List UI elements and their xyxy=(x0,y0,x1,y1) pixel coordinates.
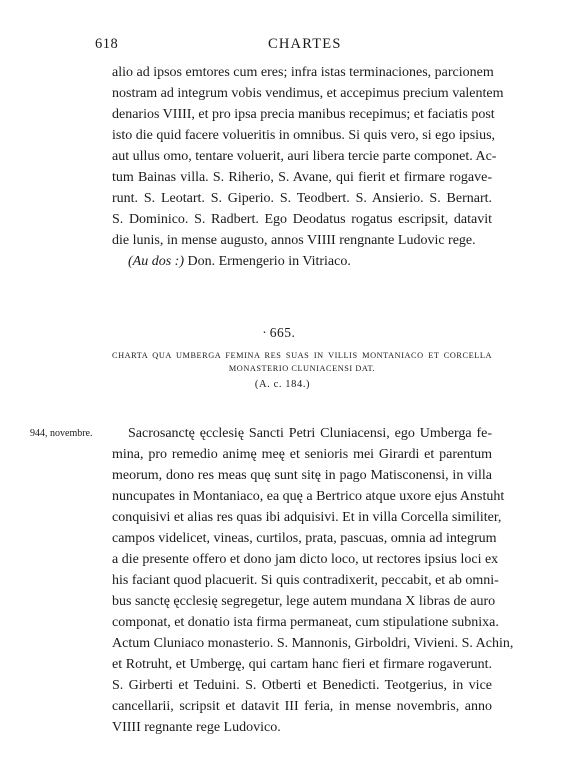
text-line: tum Bainas villa. S. Riherio, S. Avane, qui fierit et firmare rogave- xyxy=(112,170,492,185)
text-line: Actum Cluniaco monasterio. S. Mannonis, Girboldri, Vivieni. S. Achin, xyxy=(112,636,514,651)
text-line: campos videlicet, vineas, curtilos, prata, pascuas, omnia ad integrum xyxy=(112,531,497,546)
text-line: die lunis, in mense augusto, annos VIIII rengnante Ludovic rege. xyxy=(112,233,476,248)
text-line: nostram ad integrum vobis vendimus, et accepimus precium valentem xyxy=(112,86,504,101)
text-line: his faciant quod placuerit. Si quis contradixerit, peccabit, et ab omni- xyxy=(112,573,499,588)
endorsement-label: (Au dos :) xyxy=(128,254,184,269)
text-line: denarios VIIII, et pro ipsa precia manibus recepimus; et faciatis post xyxy=(112,107,495,122)
charter-number xyxy=(0,325,565,341)
text-line: a die presente offero et dono jam dicto loco, ut rectores ipsius loci ex xyxy=(112,552,499,567)
text-line: Sacrosanctę ęcclesię Sancti Petri Cluniacensi, ego Umberga fe- xyxy=(128,426,492,441)
text-line: conquisivi et alias res quas ibi adquisivi. Et in villa Corcella similiter, xyxy=(112,510,502,525)
charter-title-line: CHARTA QUA UMBERGA FEMINA RES SUAS IN VILLIS MONTANIACO ET CORCELLA xyxy=(112,351,492,360)
page-header xyxy=(0,36,565,56)
running-title: CHARTES xyxy=(268,36,342,52)
text-line: bus sanctę ęcclesię segregetur, lege autem mundana X libras de auro xyxy=(112,594,496,609)
charter-year: (A. c. 184.) xyxy=(254,379,311,390)
text-line: S. Dominico. S. Radbert. Ego Deodatus rogatus escripsit, datavit xyxy=(112,212,492,227)
text-line: mina, pro remedio animę meę et senioris mei Girardi et parentum xyxy=(112,447,492,462)
charter-number-value: 665. xyxy=(269,325,296,340)
text-line: et Rotruht, et Umbergę, qui cartam hanc fieri et firmare rogaverunt. xyxy=(112,657,492,672)
endorsement xyxy=(128,251,351,272)
text-line: aut ullus omo, tentare voluerit, auri libera tercie parte componet. Ac- xyxy=(112,149,497,164)
text-line: meorum, dono res meas quę sunt sitę in pago Matisconensi, in villa xyxy=(112,468,492,483)
tick-mark-icon: · xyxy=(262,325,268,340)
charter-title-line: MONASTERIO CLUNIACENSI DAT. xyxy=(228,364,376,373)
text-line: runt. S. Leotart. S. Giperio. S. Teodbert. S. Ansierio. S. Bernart. xyxy=(112,191,492,206)
text-line: alio ad ipsos emtores cum eres; infra istas terminaciones, parcionem xyxy=(112,65,494,80)
text-line: S. Girberti et Teduini. S. Otberti et Benedicti. Teotgerius, in vice xyxy=(112,678,492,693)
text-line: componat, et donatio ista firma permaneat, cum stipulatione subnixa. xyxy=(112,615,499,630)
page-number: 618 xyxy=(95,36,119,52)
margin-date: 944, novembre. xyxy=(30,428,93,439)
text-line: nuncupates in Montaniaco, ea quę a Bertrico atque uxore ejus Anstuht xyxy=(112,489,505,504)
endorsement-text: Don. Ermengerio in Vitriaco. xyxy=(187,254,351,269)
text-line: cancellarii, scripsit et datavit III feria, in mense novembris, anno xyxy=(112,699,492,714)
text-line: VIIII regnante rege Ludovico. xyxy=(112,720,281,735)
text-line: isto die quid facere volueritis in omnibus. Si quis vero, si ego ipsius, xyxy=(112,128,496,143)
